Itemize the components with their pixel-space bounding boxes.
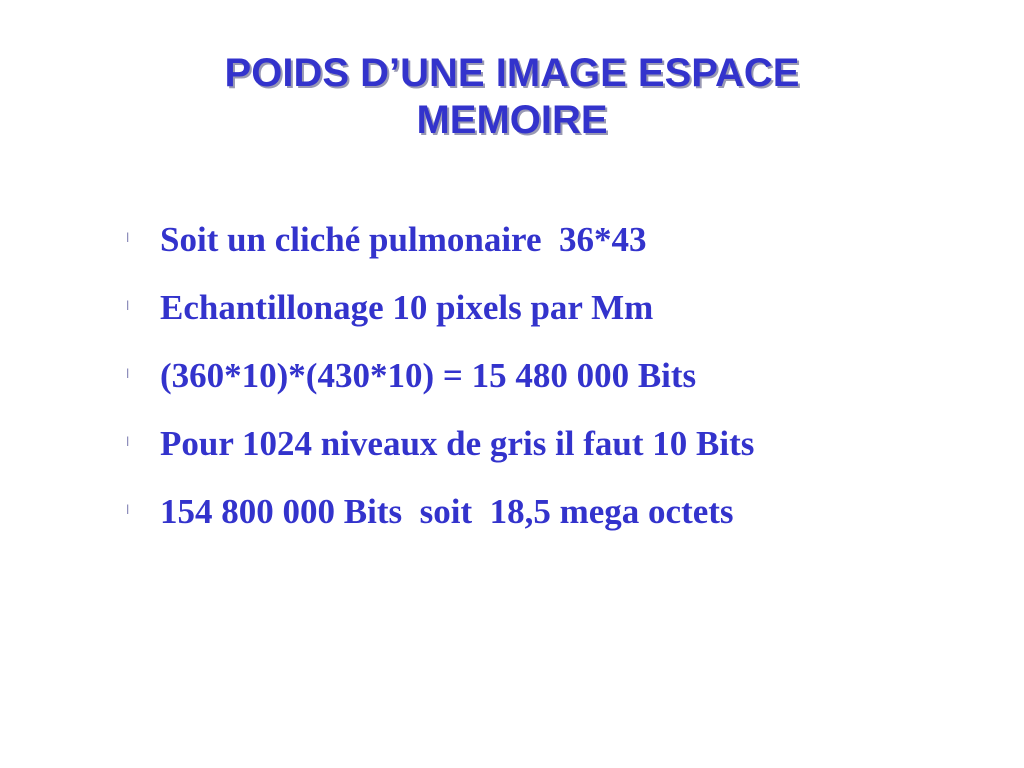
bullet-marker: l <box>126 299 130 313</box>
bullet-item <box>118 284 998 352</box>
bullet-marker: l <box>126 231 130 245</box>
bullet-item <box>118 488 998 556</box>
bullet-text: Echantillonage 10 pixels par Mm <box>160 288 654 327</box>
bullet-text: 154 800 000 Bits soit 18,5 mega octets <box>160 492 734 531</box>
bullet-item <box>118 420 998 488</box>
bullet-text: (360*10)*(430*10) = 15 480 000 Bits <box>160 356 697 395</box>
bullet-marker: l <box>126 367 130 381</box>
bullet-item <box>118 216 998 284</box>
bullet-marker: l <box>126 503 130 517</box>
bullet-list <box>118 216 998 556</box>
slide-title <box>112 50 912 144</box>
bullet-marker: l <box>126 435 130 449</box>
slide-title-line-1: POIDS D’UNE IMAGE ESPACE <box>224 51 800 95</box>
bullet-item <box>118 352 998 420</box>
bullet-text: Soit un cliché pulmonaire 36*43 <box>160 220 647 259</box>
slide-title-line-2: MEMOIRE <box>416 98 608 142</box>
bullet-text: Pour 1024 niveaux de gris il faut 10 Bits <box>160 424 755 463</box>
